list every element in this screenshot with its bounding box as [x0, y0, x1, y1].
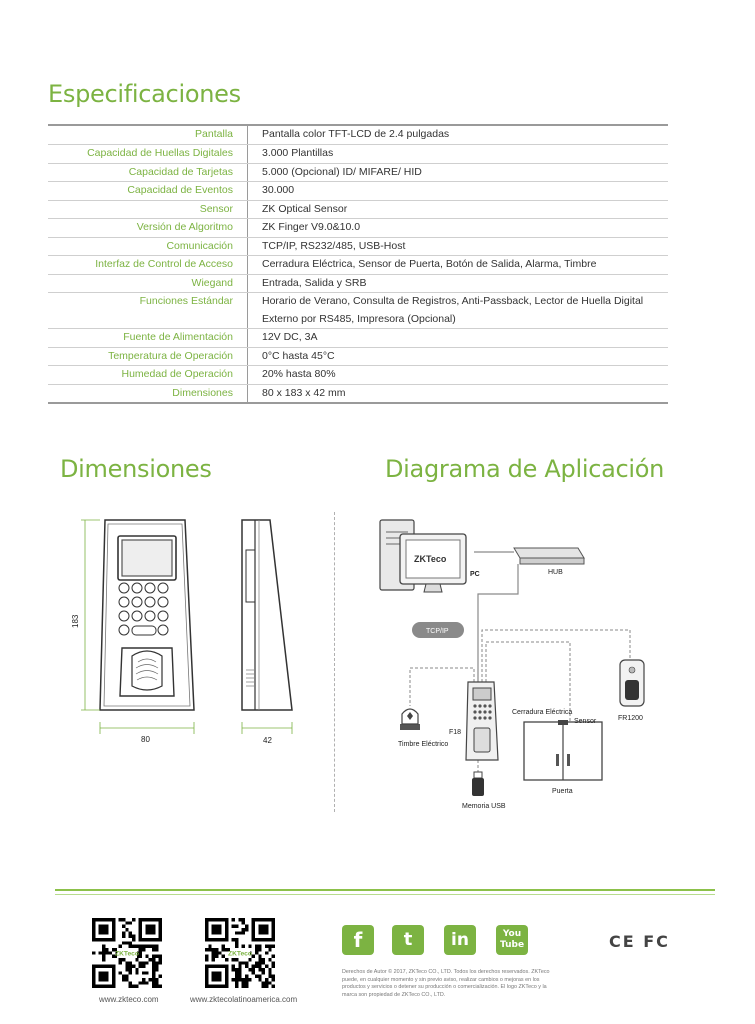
- device-front-view: [100, 520, 194, 710]
- spec-label: Temperatura de Operación: [48, 348, 248, 366]
- linkedin-icon[interactable]: in: [444, 925, 476, 955]
- spec-value: 30.000: [262, 184, 295, 196]
- qr-brand-label: ZKTeco: [115, 950, 139, 958]
- diagram-title: Diagrama de Aplicación: [385, 455, 665, 483]
- dimension-depth-label: 42: [263, 736, 272, 745]
- footer-divider: [55, 889, 715, 891]
- spec-label: Interfaz de Control de Acceso: [48, 256, 248, 274]
- spec-label: Dimensiones: [48, 385, 248, 403]
- spec-value: 3.000 Plantillas: [262, 147, 334, 159]
- spec-value: 12V DC, 3A: [262, 331, 318, 343]
- footer-divider-light: [55, 894, 715, 895]
- spec-value: Horario de Verano, Consulta de Registros, Anti-Passback, Lector de Huella Digital Externo por RS485, Impresora (Opcional): [262, 295, 644, 325]
- spec-label: Sensor: [48, 201, 248, 219]
- url-zkteco[interactable]: www.zkteco.com: [99, 995, 159, 1004]
- spec-row: [48, 255, 668, 274]
- pc-label: PC: [470, 571, 480, 578]
- sensor-label: Sensor: [574, 718, 597, 725]
- spec-label: Capacidad de Huellas Digitales: [48, 145, 248, 163]
- url-zktecolatinoamerica[interactable]: www.zktecolatinoamerica.com: [190, 995, 298, 1004]
- spec-row: [48, 144, 668, 163]
- spec-label: Capacidad de Eventos: [48, 182, 248, 200]
- facebook-icon[interactable]: f: [342, 925, 374, 955]
- spec-value: ZK Optical Sensor: [262, 202, 348, 215]
- bell-label-line1: [398, 741, 448, 748]
- spec-row: [48, 126, 668, 144]
- screen-brand-label: ZKTeco: [414, 554, 447, 564]
- qr-brand-label: ZKTeco: [228, 950, 252, 958]
- device-side-view: [242, 520, 292, 710]
- spec-value: Cerradura Eléctrica, Sensor de Puerta, Botón de Salida, Alarma, Timbre: [262, 258, 597, 270]
- spec-row: [48, 237, 668, 256]
- bell-label: Timbre Eléctrico: [398, 741, 449, 748]
- spec-value: Pantalla color TFT-LCD de 2.4 pulgadas: [262, 128, 450, 140]
- spec-label: Capacidad de Tarjetas: [48, 164, 248, 182]
- qr-code-zkteco: [92, 918, 162, 988]
- spec-value: 5.000 (Opcional) ID/ MIFARE/ HID: [262, 165, 422, 178]
- copyright-text: Derechos de Autor © 2017, ZKTeco CO., LTD. Todos los derechos reservados. ZKTeco puede, en cualquier momento y sin previo aviso, realizar cambios o mejoras en los productos y servicios o detener su producción o comercialización. El logo ZKTeco y la marca son propiedad de ZKTeco CO., LTD.: [342, 969, 550, 998]
- section-divider: [334, 512, 335, 812]
- hub-label: HUB: [548, 569, 563, 576]
- spec-value: 0°C hasta 45°C: [262, 349, 335, 362]
- spec-value: ZK Finger V9.0&10.0: [262, 221, 361, 233]
- spec-value: TCP/IP, RS232/485, USB-Host: [262, 239, 406, 252]
- spec-row: [48, 292, 668, 328]
- spec-label: Comunicación: [48, 238, 248, 256]
- spec-label: Funciones Estándar: [48, 293, 248, 328]
- hub-icon: [514, 548, 584, 564]
- spec-row: [48, 163, 668, 182]
- dimensions-title: Dimensiones: [60, 455, 212, 483]
- spec-value: 80 x 183 x 42 mm: [262, 386, 346, 399]
- twitter-icon[interactable]: t: [392, 925, 424, 955]
- spec-value: 20% hasta 80%: [262, 368, 336, 380]
- lock-label: Cerradura Eléctrica: [512, 709, 573, 716]
- qr-code-zktecolatinoamerica: [205, 918, 275, 988]
- spec-value: Entrada, Salida y SRB: [262, 276, 367, 289]
- bell-icon: [400, 709, 420, 730]
- fr1200-reader-icon: [620, 660, 644, 706]
- door-label: Puerta: [552, 788, 573, 795]
- spec-row: [48, 200, 668, 219]
- f18-device-icon: [466, 682, 498, 760]
- fr1200-label: FR1200: [618, 715, 643, 722]
- dimensions-drawing: [70, 510, 310, 750]
- spec-row: [48, 218, 668, 237]
- spec-label: Versión de Algoritmo: [48, 219, 248, 237]
- usb-label: Memoria USB: [462, 803, 506, 810]
- spec-row: [48, 181, 668, 200]
- spec-row: [48, 365, 668, 384]
- usb-icon: [472, 772, 484, 796]
- certification-marks: CE FC: [609, 932, 670, 951]
- spec-label: Pantalla: [48, 126, 248, 144]
- spec-label: Wiegand: [48, 275, 248, 293]
- tcpip-label: TCP/IP: [426, 628, 449, 635]
- spec-label: Fuente de Alimentación: [48, 329, 248, 347]
- spec-row: [48, 328, 668, 347]
- spec-label: Humedad de Operación: [48, 366, 248, 384]
- specs-title: Especificaciones: [48, 80, 241, 108]
- f18-label: F18: [449, 729, 462, 736]
- spec-row: [48, 347, 668, 366]
- spec-row: [48, 384, 668, 403]
- application-diagram: [370, 510, 670, 820]
- spec-row: [48, 274, 668, 293]
- door-icon: [524, 720, 602, 780]
- youtube-icon[interactable]: You Tube: [496, 925, 528, 955]
- spec-table: [48, 124, 668, 404]
- dimension-height-label: 183: [71, 614, 80, 628]
- dimension-width-label: 80: [141, 735, 150, 744]
